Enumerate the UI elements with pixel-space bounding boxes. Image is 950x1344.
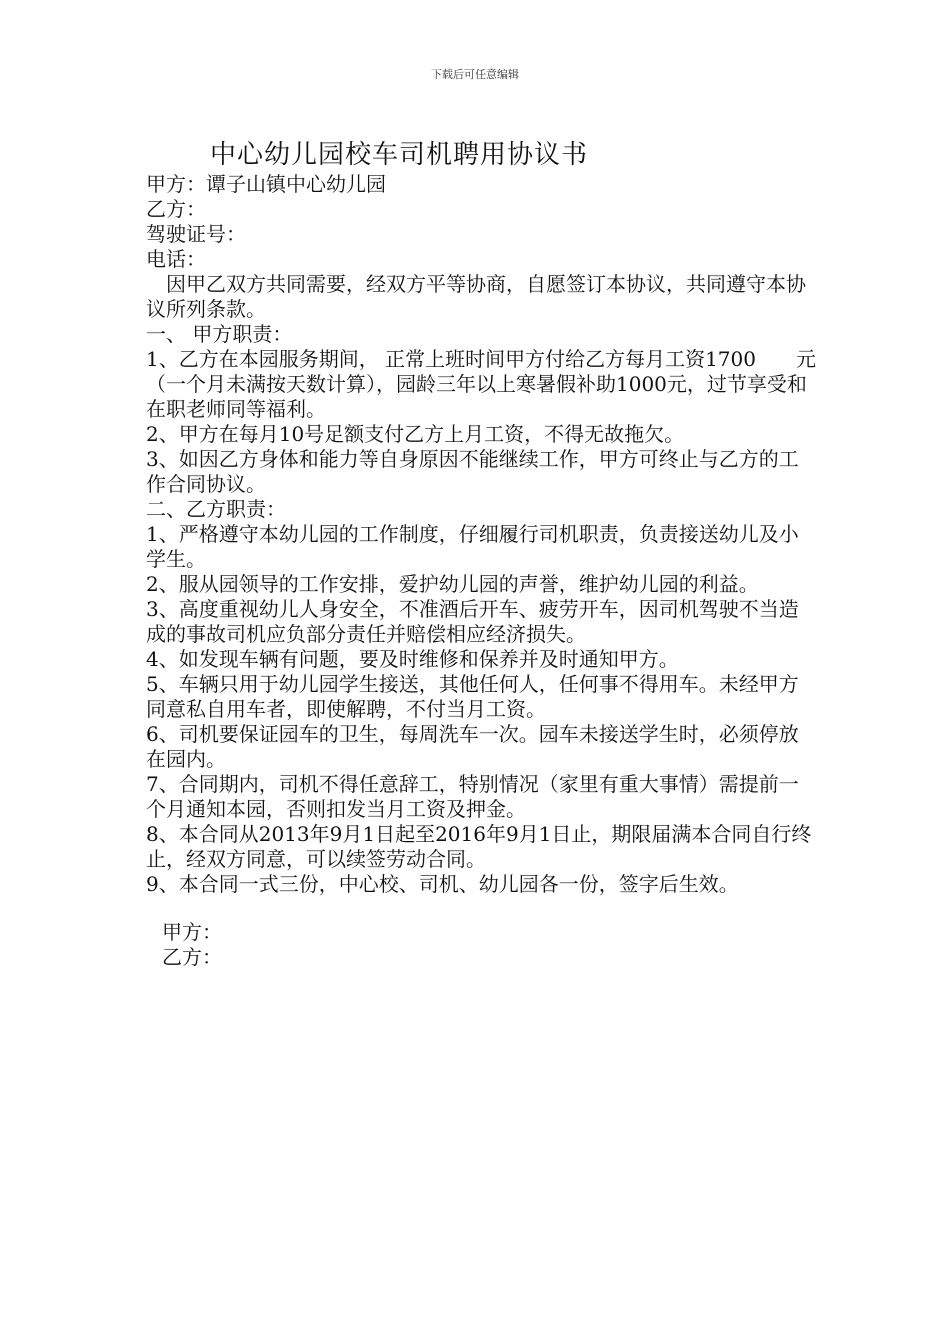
signature-party-b: 乙方： [162,945,222,969]
party-b-line: 乙方： [146,197,206,221]
signature-party-a: 甲方： [162,920,222,944]
section2-item: 3、高度重视幼儿人身安全，不准酒后开车、疲劳开车，因司机驾驶不当造成的事故司机应负部分责任并赔偿相应经济损失。 [146,597,799,646]
section2-item: 2、服从园领导的工作安排，爱护幼儿园的声誉，维护幼儿园的利益。 [146,572,759,596]
section2-heading: 二、乙方职责： [146,497,286,521]
section2-item: 8、本合同从2013年9月1日起至2016年9月1日止，期限届满本合同自行终止，经双方同意，可以续签劳动合同。 [146,822,812,871]
header-note: 下载后可任意编辑 [431,68,519,81]
section1-item: 3、如因乙方身体和能力等自身原因不能继续工作，甲方可终止与乙方的工作合同协议。 [146,447,799,496]
party-a-line: 甲方：谭子山镇中心幼儿园 [146,172,386,196]
document-title: 中心幼儿园校车司机聘用协议书 [210,140,589,170]
intro-paragraph: 因甲乙双方共同需要，经双方平等协商，自愿签订本协议，共同遵守本协议所列条款。 [146,272,806,321]
section2-item: 4、如发现车辆有问题，要及时维修和保养并及时通知甲方。 [146,647,679,671]
section2-item: 7、合同期内，司机不得任意辞工，特别情况（家里有重大事情）需提前一个月通知本园，否则扣发当月工资及押金。 [146,772,799,821]
section1-item: 2、甲方在每月10号足额支付乙方上月工资，不得无故拖欠。 [146,422,685,446]
document-body [146,172,816,897]
section2-item: 5、车辆只用于幼儿园学生接送，其他任何人，任何事不得用车。未经甲方同意私自用车者，即使解聘，不付当月工资。 [146,672,799,721]
section1-item: 1、乙方在本园服务期间， 正常上班时间甲方付给乙方每月工资1700 元（一个月未满按天数计算），园龄三年以上寒暑假补助1000元，过节享受和在职老师同等福利。 [146,347,816,421]
license-line: 驾驶证号： [146,222,246,246]
signature-block [162,920,222,970]
section2-item: 1、严格遵守本幼儿园的工作制度，仔细履行司机职责，负责接送幼儿及小学生。 [146,522,799,571]
phone-line: 电话： [146,247,206,271]
section1-heading: 一、 甲方职责： [146,322,293,346]
section2-item: 9、本合同一式三份，中心校、司机、幼儿园各一份，签字后生效。 [146,872,739,896]
section2-item: 6、司机要保证园车的卫生，每周洗车一次。园车未接送学生时，必须停放在园内。 [146,722,799,771]
